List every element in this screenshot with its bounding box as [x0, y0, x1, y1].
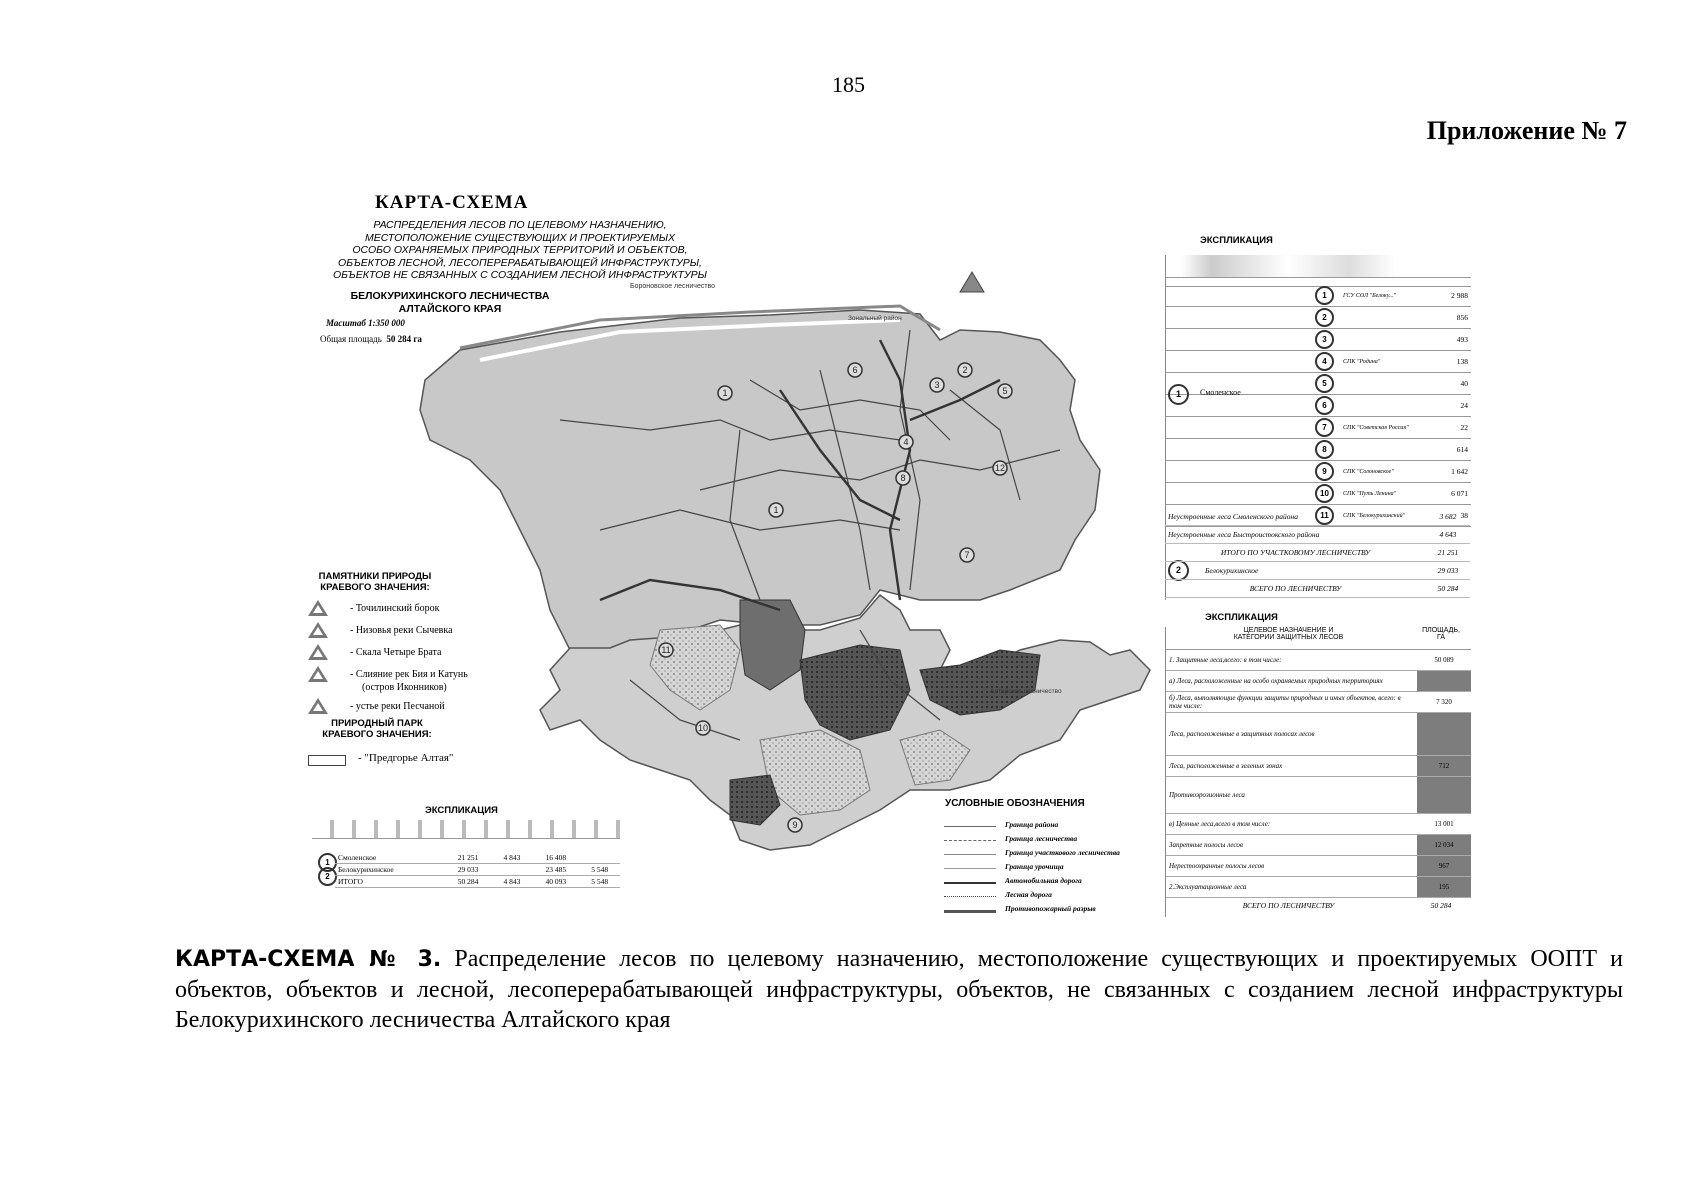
region-number: 5 [1002, 386, 1008, 396]
explication-1-row [1166, 307, 1471, 329]
map-forestry-line: АЛТАЙСКОГО КРАЯ [398, 303, 502, 315]
page-number: 185 [832, 72, 865, 97]
explication-2-row [1166, 856, 1471, 877]
park-title-line: ПРИРОДНЫЙ ПАРК [331, 718, 423, 729]
forest-owner-area: 614 [1426, 439, 1471, 461]
explication-2-row [1166, 692, 1471, 713]
monument-triangle-icon [308, 622, 328, 638]
protection-category-label: 2.Эксплуатационные леса [1166, 877, 1417, 898]
caption-text: Распределение лесов по целевому назначению, местоположение существующих и проектируемых ООПТ и объектов, объектов и лесной, лесоперерабатывающей инфраструктуры, объектов, не связанных с созданием лесной инфраструктуры Белокурихинского лесничества Алтайского края [175, 946, 1623, 1033]
explication-1-row [1166, 351, 1471, 373]
legend-line-district-boundary [944, 826, 996, 827]
legend-label: Граница лесничества [1005, 834, 1078, 843]
region-number: 1 [773, 505, 779, 515]
map-caption [175, 944, 1623, 1035]
forest-owner-number-icon: 6 [1315, 396, 1334, 415]
monument-item: - Низовья реки Сычевка [350, 625, 453, 636]
summary-value: 3 682 [1426, 508, 1470, 526]
map-subtitle-line: ОБЪЕКТОВ НЕ СВЯЗАННЫХ С СОЗДАНИЕМ ЛЕСНОЙ ИНФРАСТРУКТУРЫ [333, 269, 707, 281]
explication-1-row [1166, 285, 1471, 307]
explication-1-row [1166, 439, 1471, 461]
map-subtitle-line: РАСПРЕДЕЛЕНИЯ ЛЕСОВ ПО ЦЕЛЕВОМУ НАЗНАЧЕНИЮ, [373, 219, 667, 231]
district-number-2-icon: 2 [318, 867, 337, 886]
region-number: 4 [903, 437, 909, 447]
monument-triangle-icon [308, 666, 328, 682]
forest-owner-number-icon: 8 [1315, 440, 1334, 459]
forest-owner-name: СПК "Белокурихинский" [1340, 505, 1426, 527]
monument-item: - Слияние рек Бия и Катунь [350, 669, 468, 680]
region-number: 10 [697, 723, 709, 733]
explication-2-row [1166, 713, 1471, 756]
forest-owner-name: СПК "Солоновское" [1340, 461, 1426, 483]
legend-label: Лесная дорога [1005, 890, 1052, 899]
legend-label: Противопожарный разрыв [1005, 904, 1096, 913]
summary-value: 29 033 [1426, 562, 1470, 580]
legend-line-firebreak [944, 910, 996, 913]
explication-2-title: ЭКСПЛИКАЦИЯ [1205, 612, 1278, 623]
protection-category-area [1417, 713, 1471, 756]
forest-owner-name: СПК "Путь Ленина" [1340, 483, 1426, 505]
legend-line-forest-road [944, 896, 996, 897]
protection-category-label: а) Леса, расположенные на особо охраняемых природных территориях [1166, 671, 1417, 692]
explication-1-row [1166, 461, 1471, 483]
park-boundary-icon [308, 755, 346, 766]
forest-owner-number-icon: 1 [1315, 286, 1334, 305]
explication-2-header-left: ЦЕЛЕВОЕ НАЗНАЧЕНИЕ И КАТЕГОРИИ ЗАЩИТНЫХ ЛЕСОВ [1233, 627, 1344, 641]
appendix-label: Приложение № 7 [1426, 116, 1627, 145]
forest-owner-name: СПК "Родина" [1340, 351, 1426, 373]
forest-owner-number-icon: 7 [1315, 418, 1334, 437]
park-title-line: КРАЕВОГО ЗНАЧЕНИЯ: [322, 729, 432, 740]
forest-owner-area: 40 [1426, 373, 1471, 395]
bottom-explication-cell: 16 408 [532, 852, 579, 864]
region-number: 1 [722, 388, 728, 398]
region-number: 3 [934, 380, 940, 390]
protection-category-label: Противоэрозионные леса [1166, 777, 1417, 814]
forest-owner-name [1340, 373, 1426, 395]
protection-category-area: 967 [1417, 856, 1471, 877]
explication-2-row [1166, 777, 1471, 814]
monument-triangle-icon [308, 698, 328, 714]
bottom-explication-table [335, 852, 620, 888]
summary-value: 21 251 [1426, 544, 1470, 562]
explication-1-row [1166, 395, 1471, 417]
forest-owner-area: 2 988 [1426, 285, 1471, 307]
explication-2-total-label: ВСЕГО ПО ЛЕСНИЧЕСТВУ [1242, 901, 1335, 910]
legend-label: Граница участкового лесничества [1005, 848, 1120, 857]
bottom-explication-cell: 4 843 [492, 852, 533, 864]
bottom-explication-cell: Белокурихинское [335, 864, 444, 876]
forest-owner-name [1340, 307, 1426, 329]
explication-1-title: ЭКСПЛИКАЦИЯ [1200, 235, 1273, 246]
region-number: 12 [994, 463, 1006, 473]
legend-title: УСЛОВНЫЕ ОБОЗНАЧЕНИЯ [945, 798, 1085, 809]
legend-line-forestry-boundary [944, 840, 996, 841]
district-number-2-icon: 2 [1168, 560, 1189, 581]
region-number: 9 [792, 820, 798, 830]
bottom-explication-row [335, 864, 620, 876]
region-number: 6 [852, 365, 858, 375]
bottom-explication-row [335, 852, 620, 864]
forest-owner-area: 856 [1426, 307, 1471, 329]
protection-category-label: Леса, расположенные в защитных полосах лесов [1166, 713, 1417, 756]
bottom-explication-title: ЭКСПЛИКАЦИЯ [425, 805, 498, 816]
bottom-explication-header [312, 820, 620, 839]
neighbor-district-label: Зональный район [848, 315, 902, 322]
explication-2-row [1166, 835, 1471, 856]
bottom-explication-cell: 21 251 [444, 852, 491, 864]
legend-label: Граница урочища [1005, 862, 1064, 871]
explication-2-table [1165, 627, 1471, 917]
monuments-title-line: КРАЕВОГО ЗНАЧЕНИЯ: [320, 582, 430, 593]
protection-category-area [1417, 671, 1471, 692]
forest-owner-name: СПК "Советская Россия" [1340, 417, 1426, 439]
forest-owner-number-icon: 2 [1315, 308, 1334, 327]
bottom-explication-cell: Смоленское [335, 852, 444, 864]
summary-label: Неустроенные леса Быстроистокского района [1165, 526, 1426, 544]
summary-label: ВСЕГО ПО ЛЕСНИЧЕСТВУ [1165, 580, 1426, 598]
caption-bold: КАРТА-СХЕМА № 3. [175, 947, 442, 972]
region-number: 8 [900, 473, 906, 483]
map-subtitle-line: МЕСТОПОЛОЖЕНИЕ СУЩЕСТВУЮЩИХ И ПРОЕКТИРУЕМЫХ [364, 231, 676, 244]
map-area-value: 50 284 га [386, 334, 422, 344]
protection-category-area: 7 320 [1417, 692, 1471, 713]
protection-category-label: в) Ценные леса,всего в том числе: [1166, 814, 1417, 835]
district-name-smolensky: Смоленское [1200, 388, 1241, 397]
monuments-title-line: ПАМЯТНИКИ ПРИРОДЫ [318, 571, 432, 582]
park-title [312, 718, 442, 740]
monument-item-sub: (остров Иконников) [362, 682, 447, 693]
monument-triangle-icon [308, 644, 328, 660]
bottom-explication-cell: 50 284 [444, 876, 491, 888]
legend-line-subforestry-boundary [944, 854, 996, 855]
protection-category-label: Нерестоохранные полосы лесов [1166, 856, 1417, 877]
district-number-1-icon: 1 [1168, 384, 1189, 405]
forest-owner-number-icon: 3 [1315, 330, 1334, 349]
region-number: 7 [964, 550, 970, 560]
forest-owner-number-icon: 11 [1315, 506, 1334, 525]
map-area-label: Общая площадь [320, 334, 382, 344]
forest-owner-area: 493 [1426, 329, 1471, 351]
explication-1-row [1166, 417, 1471, 439]
bottom-explication-cell: 23 485 [532, 864, 579, 876]
forest-owner-name [1340, 439, 1426, 461]
legend-label: Автомобильная дорога [1005, 876, 1082, 885]
forest-owner-name [1340, 395, 1426, 417]
explication-1-row [1166, 329, 1471, 351]
explication-1-summary [1165, 508, 1470, 598]
forest-owner-name [1340, 329, 1426, 351]
explication-2-row [1166, 756, 1471, 777]
bottom-explication-cell: ИТОГО [335, 876, 444, 888]
forest-owner-number-icon: 9 [1315, 462, 1334, 481]
explication-2-header-right: ПЛОЩАДЬ, ГА [1422, 627, 1460, 641]
region-number: 2 [962, 365, 968, 375]
map-title: КАРТА-СХЕМА [375, 192, 529, 213]
map-scale: Масштаб 1:350 000 [326, 318, 405, 328]
map-forestry-line: БЕЛОКУРИХИНСКОГО ЛЕСНИЧЕСТВА [350, 290, 550, 302]
explication-2-row [1166, 814, 1471, 835]
forest-owner-area: 38 [1426, 505, 1471, 527]
summary-label: Белокурихинское [1165, 562, 1426, 580]
summary-value: 4 643 [1426, 526, 1470, 544]
protection-category-label: б) Леса, выполняющие функции защиты природных и иных объектов, всего: в том числе: [1166, 692, 1417, 713]
protection-category-label: Леса, расположенные в зеленых зонах [1166, 756, 1417, 777]
forest-owner-area: 22 [1426, 417, 1471, 439]
forest-owner-number-icon: 4 [1315, 352, 1334, 371]
bottom-explication-cell: 4 843 [492, 876, 533, 888]
protection-category-area: 12 034 [1417, 835, 1471, 856]
legend-line-road [944, 882, 996, 884]
monuments-title [310, 571, 440, 593]
forest-owner-number-icon: 10 [1315, 484, 1334, 503]
bottom-explication-cell [492, 864, 533, 876]
forest-owner-name: ГСУ СОЛ "Белоку..." [1340, 285, 1426, 307]
protection-category-area [1417, 777, 1471, 814]
forest-owner-number-icon: 5 [1315, 374, 1334, 393]
explication-2-total-value: 50 284 [1430, 901, 1452, 910]
summary-label: Неустроенные леса Смоленского района [1165, 508, 1426, 526]
protection-category-area: 712 [1417, 756, 1471, 777]
region-number: 11 [661, 645, 671, 655]
monument-triangle-icon [308, 600, 328, 616]
summary-value: 50 284 [1426, 580, 1470, 598]
bottom-explication-row [335, 876, 620, 888]
monument-item: - Скала Четыре Брата [350, 647, 442, 658]
neighbor-forestry-label: Бороновское лесничество [630, 283, 716, 290]
bottom-explication-cell: 40 093 [532, 876, 579, 888]
explication-2-row [1166, 650, 1471, 671]
map-subtitle-line: ОСОБО ОХРАНЯЕМЫХ ПРИРОДНЫХ ТЕРРИТОРИЙ И ОБЪЕКТОВ, [352, 244, 688, 256]
monument-item: - устье реки Песчаной [350, 701, 445, 712]
explication-2-row [1166, 671, 1471, 692]
monument-item: - Точилинский борок [350, 603, 440, 614]
forest-owner-area: 6 071 [1426, 483, 1471, 505]
bottom-explication-cell: 29 033 [444, 864, 491, 876]
forest-owner-area: 1 642 [1426, 461, 1471, 483]
map-subtitle-line: ОБЪЕКТОВ ЛЕСНОЙ, ЛЕСОПЕРЕРАБАТЫВАЮЩЕЙ ИНФРАСТРУКТУРЫ, [338, 256, 702, 269]
protection-category-area: 50 089 [1417, 650, 1471, 671]
forest-owner-area: 24 [1426, 395, 1471, 417]
district-number-1-icon: 1 [318, 853, 337, 872]
bottom-explication-cell [579, 852, 620, 864]
protection-category-area: 195 [1417, 877, 1471, 898]
bottom-explication-cell: 5 548 [579, 876, 620, 888]
legend-label: Граница района [1005, 820, 1059, 829]
park-name: - "Предгорье Алтая" [358, 752, 454, 764]
explication-2-row [1166, 877, 1471, 898]
protection-category-label: 1. Защитные леса,всего: в том числе: [1166, 650, 1417, 671]
forest-owner-area: 138 [1426, 351, 1471, 373]
protection-category-area: 13 001 [1417, 814, 1471, 835]
protection-category-label: Запретные полосы лесов [1166, 835, 1417, 856]
neighbor-right-label: Алтайское лесничество [990, 688, 1062, 695]
legend-line-tract-boundary [944, 868, 996, 869]
summary-label: ИТОГО ПО УЧАСТКОВОМУ ЛЕСНИЧЕСТВУ [1165, 544, 1426, 562]
district-marker [1168, 384, 1189, 405]
bottom-explication-cell: 5 548 [579, 864, 620, 876]
explication-1-row [1166, 483, 1471, 505]
